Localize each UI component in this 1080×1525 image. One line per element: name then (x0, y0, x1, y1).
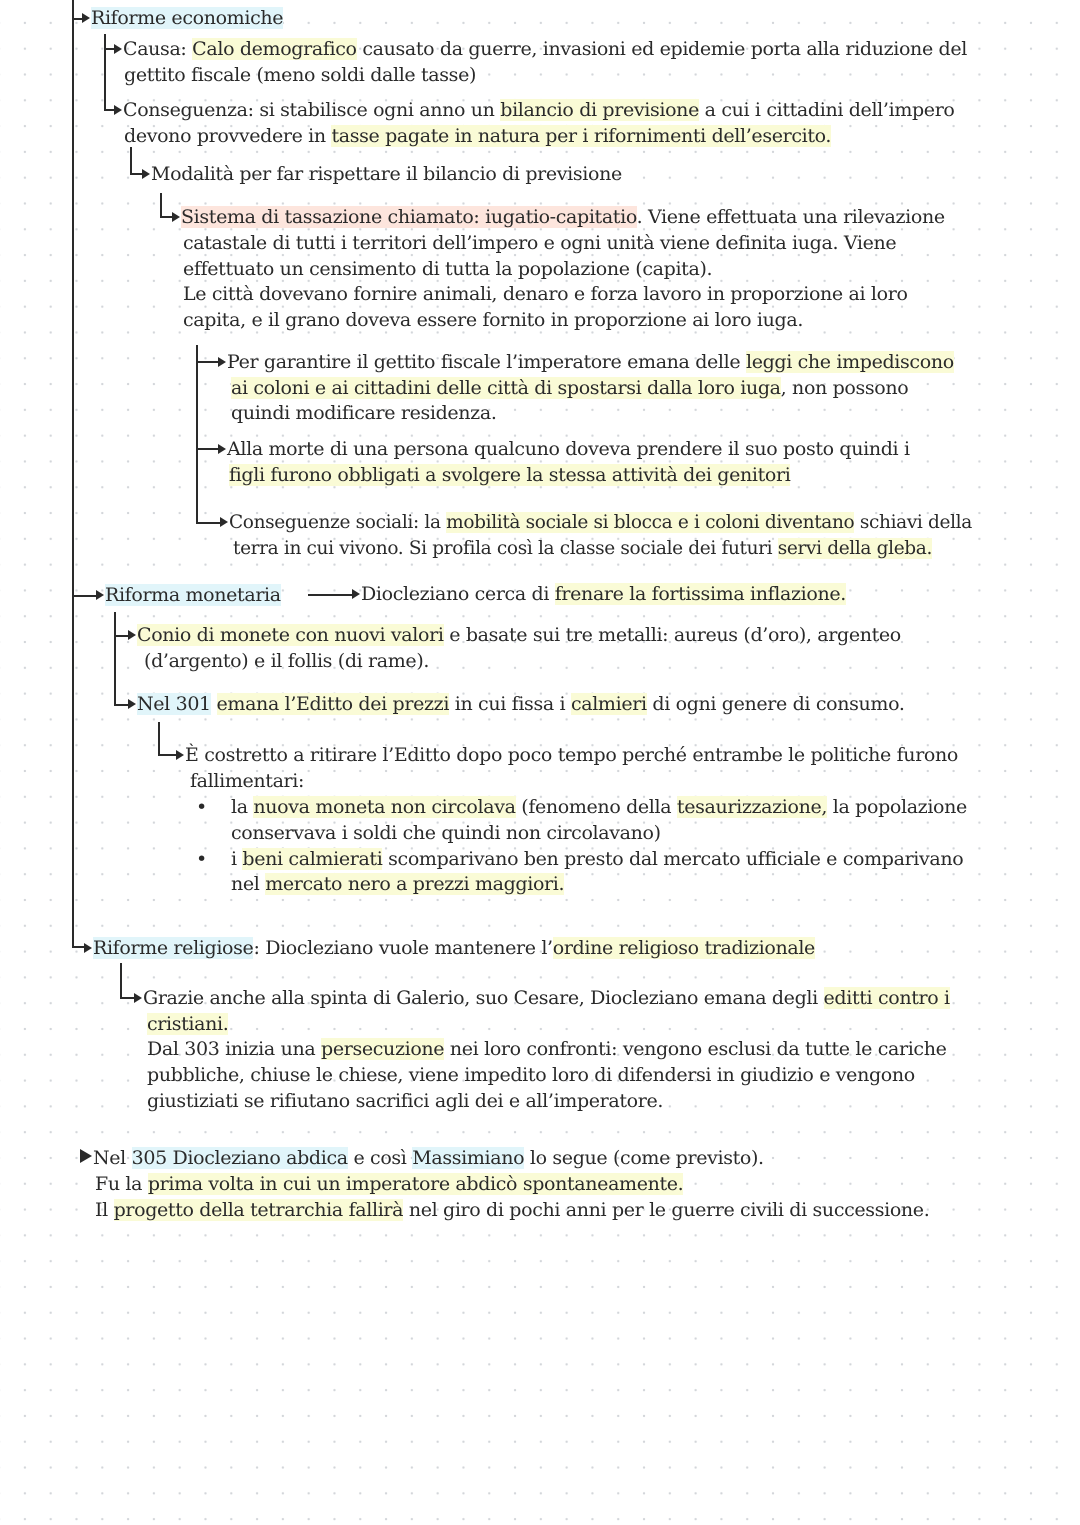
arrow-right-icon (134, 993, 142, 1003)
sistema-line-3: effettuato un censimento di tutta la popolazione (capita). (183, 258, 713, 280)
bullet-2-line-1: i beni calmierati scomparivano ben presto dal mercato ufficiale e comparivano (231, 848, 964, 870)
connector (196, 448, 220, 450)
galerio-line-1: Grazie anche alla spinta di Galerio, suo Cesare, Diocleziano emana degli editti contro i (134, 985, 950, 1011)
monetaria-intro: Diocleziano cerca di frenare la fortissima inflazione. (352, 581, 846, 607)
arrow-right-icon (220, 517, 228, 527)
arrow-right-icon (96, 590, 104, 600)
arrow-right-icon (114, 105, 122, 115)
arrow-right-icon (114, 44, 122, 54)
arrow-right-icon (128, 699, 136, 709)
connector (308, 594, 354, 596)
connector (120, 963, 122, 998)
galerio-line-2: cristiani. (147, 1013, 229, 1035)
connector (196, 522, 222, 524)
arrow-right-icon (128, 630, 136, 640)
connector (130, 147, 132, 174)
bullet-dot: • (196, 796, 208, 818)
arrow-right-icon (172, 212, 180, 222)
connector (114, 612, 116, 705)
bullet-2-line-2: nel mercato nero a prezzi maggiori. (231, 873, 565, 895)
arrow-right-icon (218, 444, 226, 454)
sistema-line-1: Sistema di tassazione chiamato: iugatio-capitatio. Viene effettuata una rilevazione (172, 204, 945, 230)
galerio-line-3: Dal 303 inizia una persecuzione nei loro confronti: vengono esclusi da tutte le cariche (147, 1038, 947, 1060)
editto-line: Nel 301 emana l’Editto dei prezzi in cui fissa i calmieri di ogni genere di consumo. (128, 691, 905, 717)
arrow-right-icon (218, 357, 226, 367)
connector (104, 34, 106, 110)
causa-line-2: gettito fiscale (meno soldi dalle tasse) (124, 64, 477, 86)
connector (196, 345, 198, 523)
morte-line-2: figli furono obbligati a svolgere la stessa attività dei genitori (229, 464, 791, 486)
bullet-1-line-1: la nuova moneta non circolava (fenomeno della tesaurizzazione, la popolazione (231, 796, 967, 818)
economic-title: Riforme economiche (91, 7, 284, 29)
ritiro-line-1: È costretto a ritirare l’Editto dopo poco tempo perché entrambe le politiche furono (176, 742, 958, 768)
connector (72, 595, 98, 597)
connector (160, 193, 162, 217)
connector (158, 754, 178, 756)
sistema-line-4: Le città dovevano fornire animali, denaro e forza lavoro in proporzione ai loro (183, 283, 908, 305)
religiose-line: Riforme religiose: Diocleziano vuole mantenere l’ordine religioso tradizionale (84, 935, 815, 961)
economic-title-line (82, 5, 283, 31)
arrow-right-icon (352, 589, 360, 599)
modalita-line: Modalità per far rispettare il bilancio di previsione (142, 161, 622, 187)
sociali-line-1: Conseguenze sociali: la mobilità sociale si blocca e i coloni diventano schiavi della (220, 510, 972, 536)
conio-line-1: Conio di monete con nuovi valori e basate sui tre metalli: aureus (d’oro), argenteo (128, 622, 901, 648)
garantire-line-1: Per garantire il gettito fiscale l’imperatore emana delle leggi che impediscono (218, 349, 954, 375)
sociali-line-2: terra in cui vivono. Si profila così la classe sociale dei futuri servi della gleba. (233, 538, 932, 559)
main-tree-line (72, 0, 74, 947)
galerio-line-5: giustiziati se rifiutano sacrifici agli dei e all’imperatore. (147, 1090, 664, 1112)
arrow-right-icon (142, 169, 150, 179)
sistema-line-5: capita, e il grano doveva essere fornito in proporzione ai loro iuga. (183, 309, 804, 331)
monetaria-title: Riforma monetaria (105, 584, 281, 606)
connector (158, 722, 160, 755)
ritiro-line-2: fallimentari: (190, 770, 305, 792)
abdica-line-3: Il progetto della tetrarchia fallirà nel giro di pochi anni per le guerre civili di successione. (95, 1199, 930, 1221)
connector (196, 361, 220, 363)
sistema-line-2: catastale di tutti i territori dell’impero e ogni unità viene definita iuga. Viene (183, 232, 897, 254)
arrow-right-icon (80, 1149, 92, 1163)
abdica-line-1: Nel 305 Diocleziano abdica e così Massimiano lo segue (come previsto). (80, 1145, 764, 1171)
arrow-right-icon (84, 943, 92, 953)
causa-line-1: Causa: Calo demografico causato da guerre, invasioni ed epidemie porta alla riduzione del (114, 36, 967, 62)
garantire-line-3: quindi modificare residenza. (231, 402, 497, 424)
bullet-dot: • (196, 848, 208, 870)
arrow-right-icon (176, 750, 184, 760)
galerio-line-4: pubbliche, chiuse le chiese, viene impedito loro di difendersi in giudizio e vengono (147, 1064, 915, 1086)
religiose-title: Riforme religiose (93, 937, 254, 959)
conseguenza-line-2: devono provvedere in tasse pagate in natura per i rifornimenti dell’esercito. (124, 125, 832, 147)
bullet-1-line-2: conservava i soldi che quindi non circolavano) (231, 822, 661, 844)
conio-line-2: (d’argento) e il follis (di rame). (144, 650, 430, 672)
morte-line-1: Alla morte di una persona qualcuno doveva prendere il suo posto quindi i (218, 436, 910, 462)
abdica-line-2: Fu la prima volta in cui un imperatore abdicò spontaneamente. (95, 1173, 684, 1195)
garantire-line-2: ai coloni e ai cittadini delle città di spostarsi dalla loro iuga, non possono (231, 377, 909, 399)
arrow-right-icon (82, 13, 90, 23)
conseguenza-line-1: Conseguenza: si stabilisce ogni anno un bilancio di previsione a cui i cittadini dell’impero (114, 97, 955, 123)
monetaria-title-line (96, 582, 281, 608)
